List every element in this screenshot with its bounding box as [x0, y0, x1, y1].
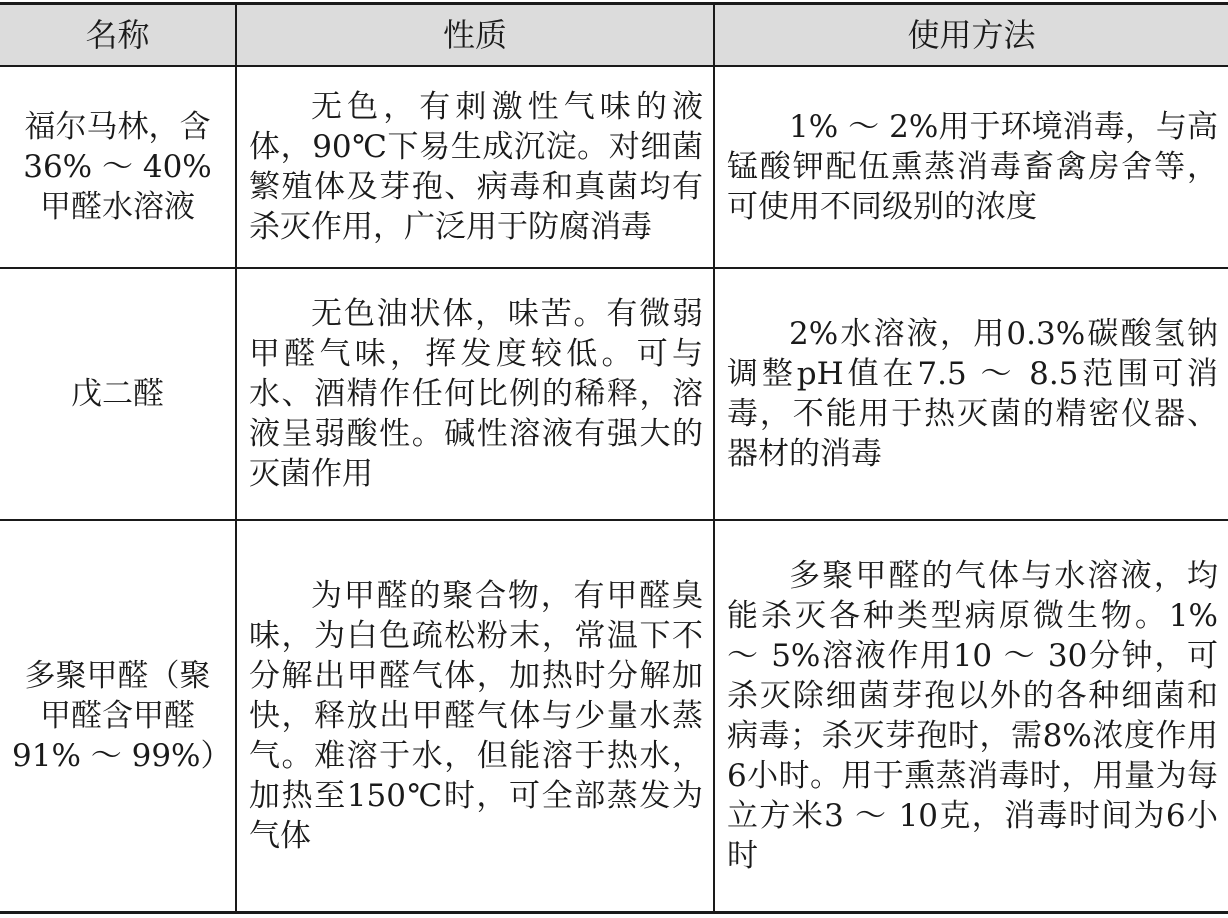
usage-text: 2%水溶液，用0.3%碳酸氢钠调整pH值在7.5 ～ 8.5范围可消毒，不能用于热灭菌的精密仪器、器材的消毒 — [727, 316, 1218, 472]
table-row — [0, 268, 1228, 520]
row-name-cell: 多聚甲醛（聚甲醛含甲醛91% ～ 99%） — [0, 520, 236, 913]
table-row — [0, 520, 1228, 913]
usage-text: 1% ～ 2%用于环境消毒，与高锰酸钾配伍熏蒸消毒畜禽房舍等，可使用不同级别的浓度 — [727, 109, 1218, 225]
properties-text: 无色油状体，味苦。有微弱甲醛气味，挥发度较低。可与水、酒精作任何比例的稀释，溶液呈弱酸性。碱性溶液有强大的灭菌作用 — [249, 296, 703, 492]
row-usage-cell — [714, 268, 1228, 520]
usage-text: 多聚甲醛的气体与水溶液，均能杀灭各种类型病原微生物。1% ～ 5%溶液作用10 ～ 30分钟，可杀灭除细菌芽孢以外的各种细菌和病毒；杀灭芽孢时，需8%浓度作用6小时。用于熏蒸消毒时，用量为每立方米3 ～ 10克，消毒时间为6小时 — [727, 558, 1218, 874]
header-name: 名称 — [0, 4, 236, 67]
row-properties-cell — [236, 66, 714, 268]
disinfectant-table — [0, 2, 1228, 914]
header-properties: 性质 — [236, 4, 714, 67]
row-name-cell: 福尔马林，含36% ～ 40%甲醛水溶液 — [0, 66, 236, 268]
table-row — [0, 66, 1228, 268]
properties-text: 无色，有刺激性气味的液体，90℃下易生成沉淀。对细菌繁殖体及芽孢、病毒和真菌均有杀灭作用，广泛用于防腐消毒 — [249, 89, 703, 245]
row-properties-cell — [236, 520, 714, 913]
row-properties-cell — [236, 268, 714, 520]
header-usage: 使用方法 — [714, 4, 1228, 67]
row-name-cell: 戊二醛 — [0, 268, 236, 520]
properties-text: 为甲醛的聚合物，有甲醛臭味，为白色疏松粉末，常温下不分解出甲醛气体，加热时分解加快，释放出甲醛气体与少量水蒸气。难溶于水，但能溶于热水，加热至150℃时，可全部蒸发为气体 — [249, 578, 703, 854]
row-usage-cell — [714, 520, 1228, 913]
row-usage-cell — [714, 66, 1228, 268]
table-header-row — [0, 4, 1228, 67]
